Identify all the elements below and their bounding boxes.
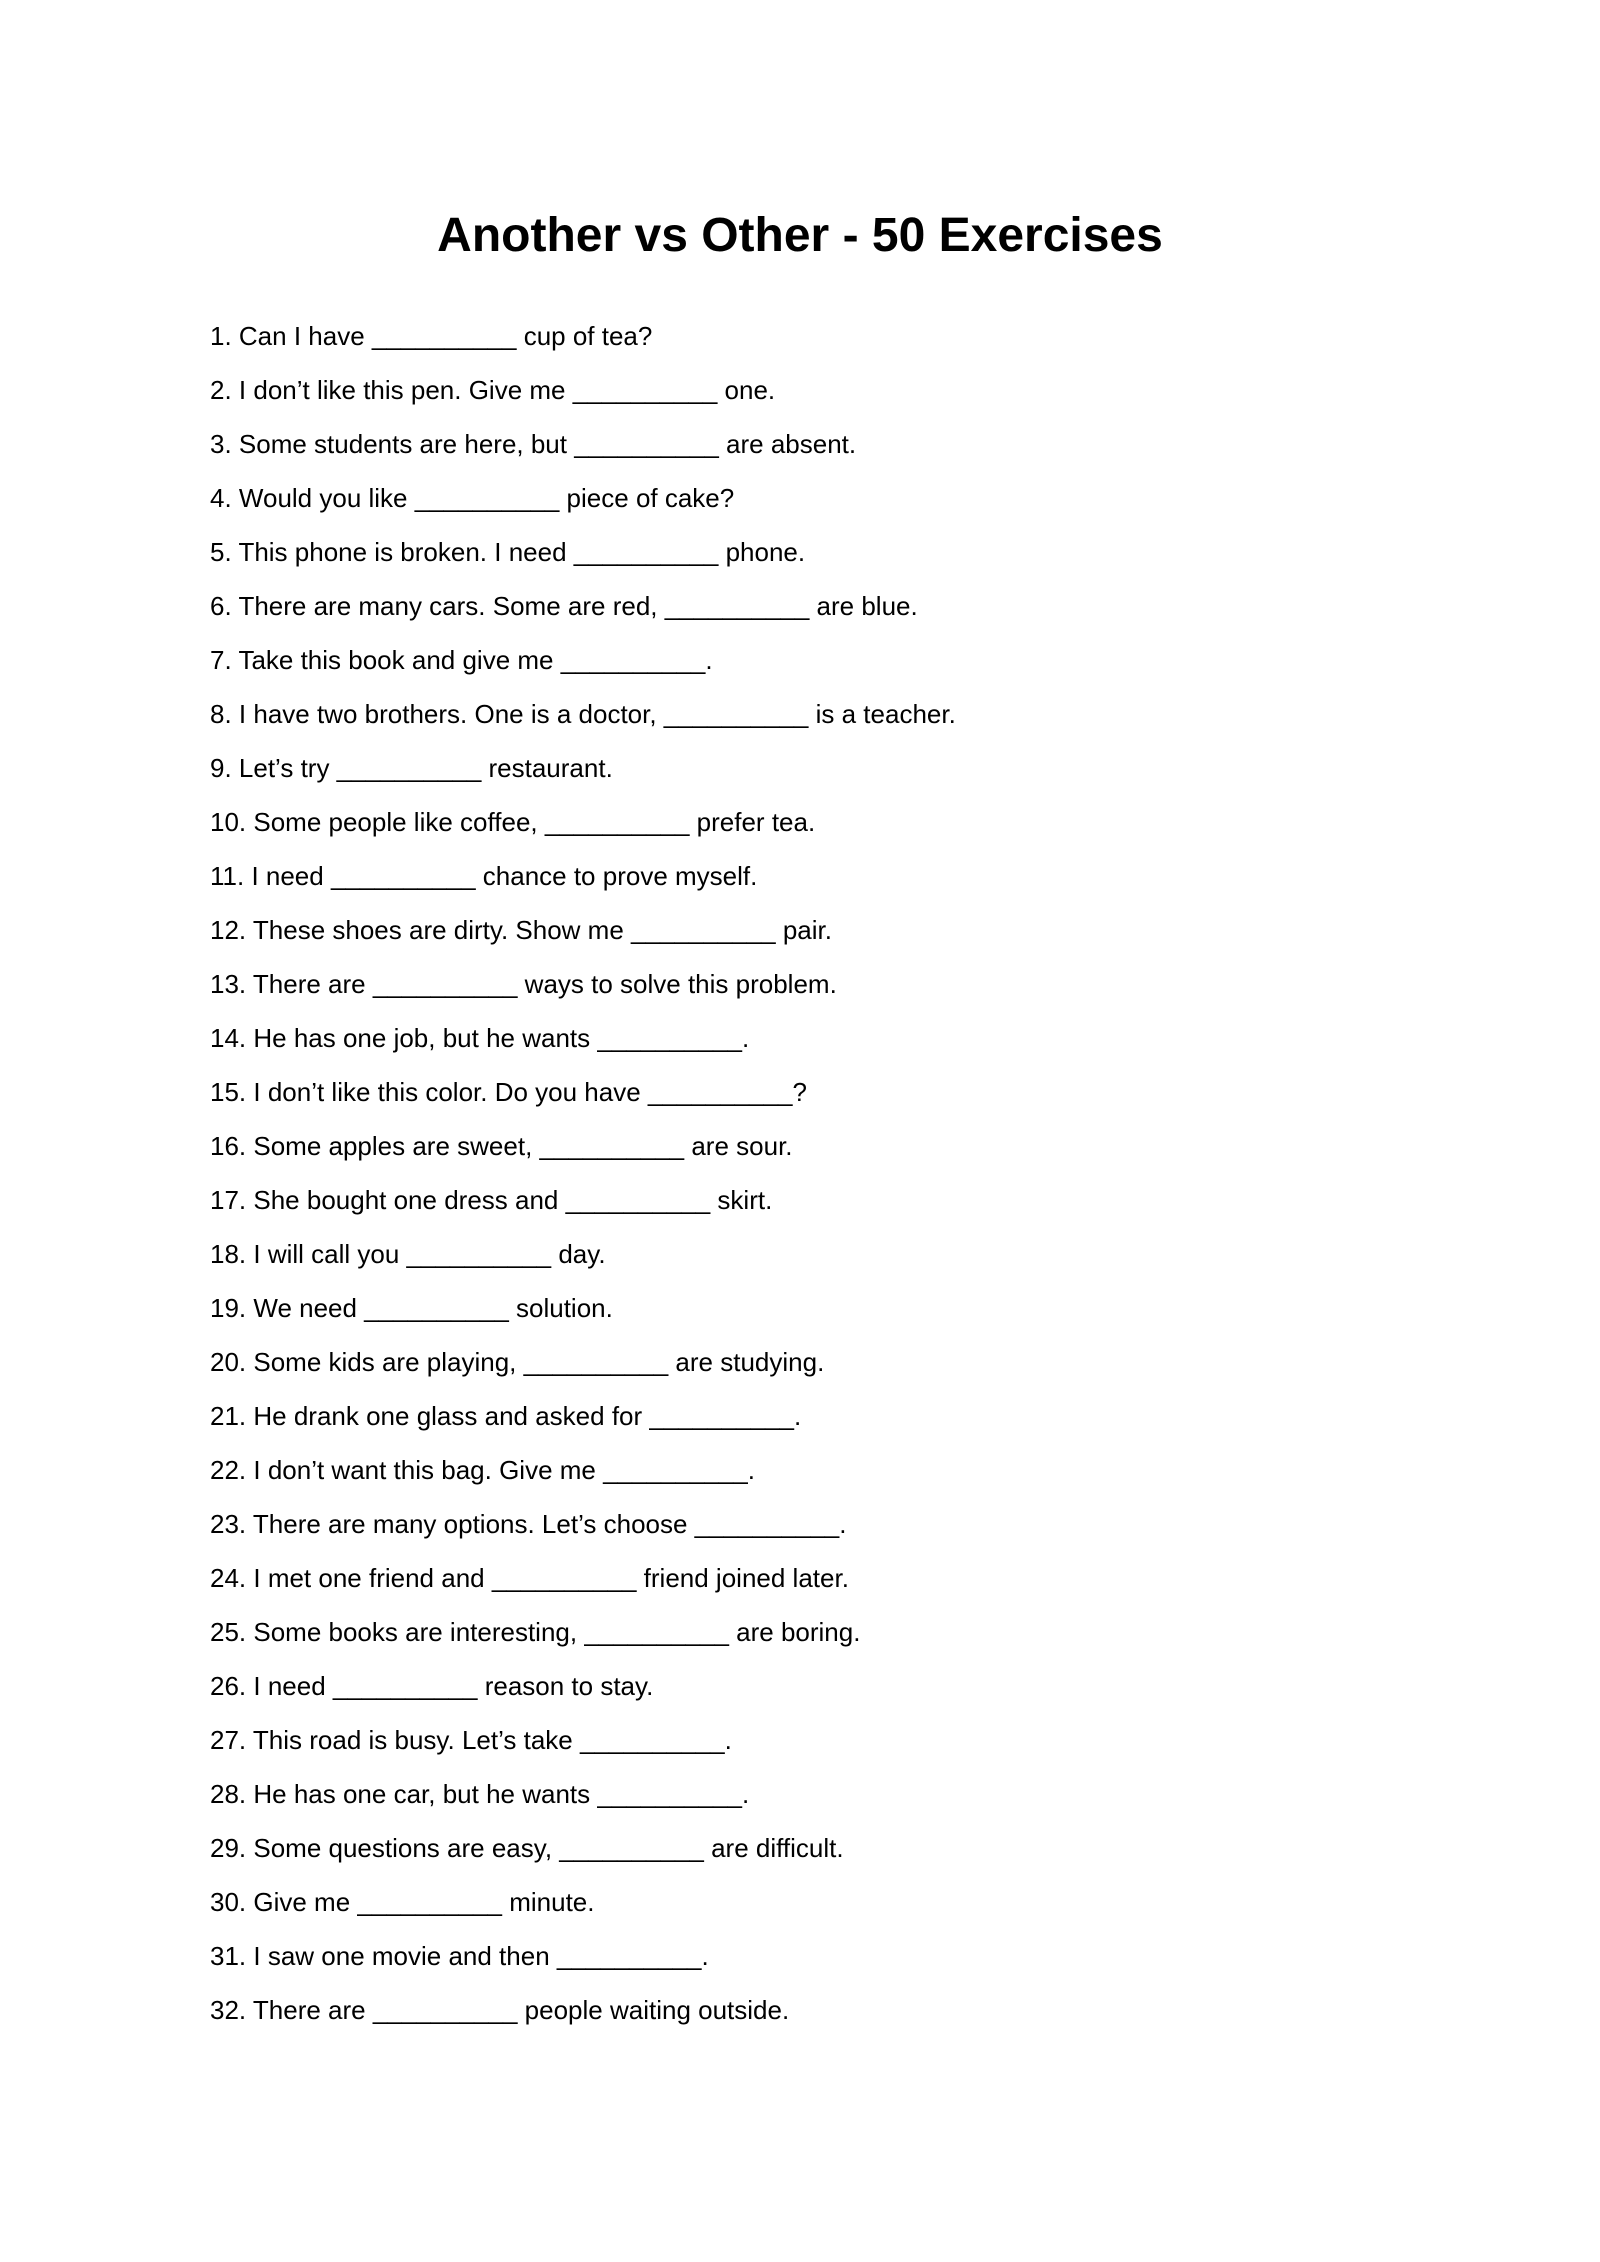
exercise-item: 5. This phone is broken. I need __________ phone.	[210, 537, 806, 567]
exercise-item: 24. I met one friend and __________ friend joined later.	[210, 1563, 849, 1593]
exercise-item: 20. Some kids are playing, __________ are studying.	[210, 1347, 825, 1377]
exercise-item: 14. He has one job, but he wants __________.	[210, 1023, 750, 1053]
exercise-item: 2. I don’t like this pen. Give me __________ one.	[210, 375, 776, 405]
exercise-item: 10. Some people like coffee, __________ prefer tea.	[210, 807, 816, 837]
exercise-item: 23. There are many options. Let’s choose __________.	[210, 1509, 847, 1539]
exercise-item: 25. Some books are interesting, __________ are boring.	[210, 1617, 861, 1647]
exercise-item: 31. I saw one movie and then __________.	[210, 1941, 709, 1971]
exercise-list	[210, 312, 1410, 2040]
exercise-item: 9. Let’s try __________ restaurant.	[210, 753, 613, 783]
exercise-item: 22. I don’t want this bag. Give me __________.	[210, 1455, 755, 1485]
page-title: Another vs Other - 50 Exercises	[437, 209, 1163, 262]
exercise-item: 13. There are __________ ways to solve this problem.	[210, 969, 837, 999]
exercise-item: 18. I will call you __________ day.	[210, 1239, 606, 1269]
exercise-item: 26. I need __________ reason to stay.	[210, 1671, 654, 1701]
exercise-item: 32. There are __________ people waiting outside.	[210, 1995, 790, 2025]
exercise-item: 21. He drank one glass and asked for __________.	[210, 1401, 802, 1431]
exercise-item: 12. These shoes are dirty. Show me __________ pair.	[210, 915, 832, 945]
exercise-item: 30. Give me __________ minute.	[210, 1887, 595, 1917]
exercise-item: 3. Some students are here, but __________ are absent.	[210, 429, 857, 459]
exercise-item: 19. We need __________ solution.	[210, 1293, 613, 1323]
exercise-item: 28. He has one car, but he wants __________.	[210, 1779, 750, 1809]
exercise-item: 8. I have two brothers. One is a doctor, __________ is a teacher.	[210, 699, 956, 729]
exercise-item: 17. She bought one dress and __________ skirt.	[210, 1185, 773, 1215]
exercise-item: 7. Take this book and give me __________.	[210, 645, 713, 675]
exercise-item: 4. Would you like __________ piece of cake?	[210, 483, 735, 513]
exercise-item: 1. Can I have __________ cup of tea?	[210, 321, 653, 351]
exercise-item: 29. Some questions are easy, __________ are difficult.	[210, 1833, 844, 1863]
exercise-item: 11. I need __________ chance to prove myself.	[210, 861, 758, 891]
exercise-item: 27. This road is busy. Let’s take __________.	[210, 1725, 732, 1755]
exercise-item: 16. Some apples are sweet, __________ are sour.	[210, 1131, 793, 1161]
exercise-item: 6. There are many cars. Some are red, __________ are blue.	[210, 591, 918, 621]
exercise-item: 15. I don’t like this color. Do you have __________?	[210, 1077, 807, 1107]
